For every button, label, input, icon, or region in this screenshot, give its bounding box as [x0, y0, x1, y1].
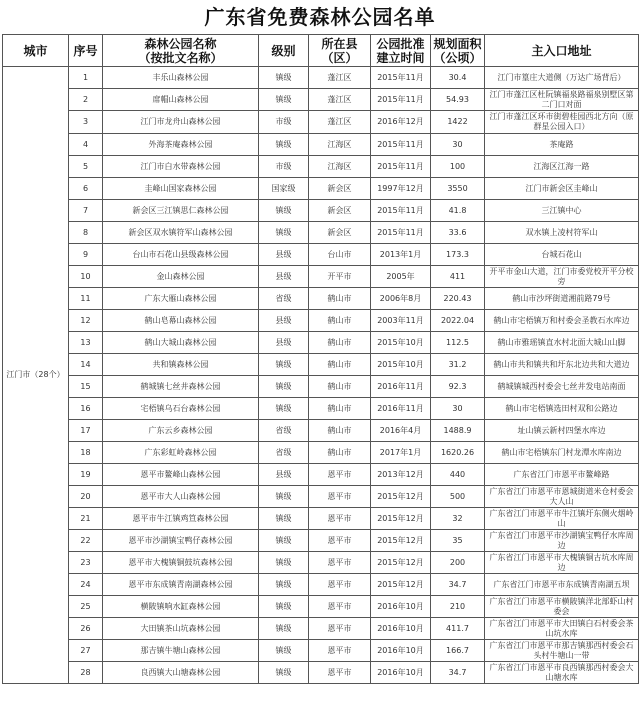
cell-no: 14: [69, 354, 103, 376]
cell-area: 500: [431, 486, 485, 508]
cell-county: 鹤山市: [309, 376, 371, 398]
cell-park-name: 广东大雁山森林公园: [103, 288, 259, 310]
table-row: [3, 530, 639, 552]
cell-park-name: 恩平市沙湖镇宝鸭仔森林公园: [103, 530, 259, 552]
cell-park-name: 恩平市大槐镇铜鼓坑森林公园: [103, 552, 259, 574]
cell-county: 恩平市: [309, 640, 371, 662]
cell-park-name: 恩平市大人山森林公园: [103, 486, 259, 508]
cell-county: 恩平市: [309, 508, 371, 530]
cell-park-name: 恩平市东成镇青南湖森林公园: [103, 574, 259, 596]
cell-no: 15: [69, 376, 103, 398]
cell-established: 2016年10月: [371, 640, 431, 662]
cell-no: 27: [69, 640, 103, 662]
cell-area: 411: [431, 266, 485, 288]
table-row: [3, 376, 639, 398]
cell-address: 广东省江门市恩平市牛江镇圩东侧火烟岭山: [485, 508, 639, 530]
cell-address: 江门市篁庄大道侧（万达广场背后）: [485, 67, 639, 89]
cell-established: 2013年12月: [371, 464, 431, 486]
cell-city: 江门市（28个）: [3, 67, 69, 684]
cell-established: 2015年11月: [371, 156, 431, 178]
cell-area: 32: [431, 508, 485, 530]
cell-address: 江海区江海一路: [485, 156, 639, 178]
cell-address: 广东省江门市恩平市鳌峰路: [485, 464, 639, 486]
cell-no: 13: [69, 332, 103, 354]
cell-park-name: 新会区三江镇思仁森林公园: [103, 200, 259, 222]
cell-no: 5: [69, 156, 103, 178]
cell-established: 2013年1月: [371, 244, 431, 266]
table-row: [3, 420, 639, 442]
cell-address: 鹤山市宅梧镇万和村委会圣教石水库边: [485, 310, 639, 332]
cell-no: 26: [69, 618, 103, 640]
table-row: [3, 67, 639, 89]
header-level: 级别: [259, 35, 309, 67]
cell-area: 34.7: [431, 662, 485, 684]
cell-area: 112.5: [431, 332, 485, 354]
cell-level: 镇级: [259, 222, 309, 244]
cell-county: 鹤山市: [309, 288, 371, 310]
cell-established: 2015年10月: [371, 354, 431, 376]
cell-area: 2022.04: [431, 310, 485, 332]
cell-address: 江门市蓬江区杜阮镇福泉路福泉别墅区第二门口对面: [485, 89, 639, 111]
cell-county: 恩平市: [309, 486, 371, 508]
cell-level: 镇级: [259, 552, 309, 574]
cell-park-name: 良西镇大山塘森林公园: [103, 662, 259, 684]
table-header-row: [3, 35, 639, 67]
cell-park-name: 那吉镇牛塘山森林公园: [103, 640, 259, 662]
cell-area: 440: [431, 464, 485, 486]
table-row: [3, 266, 639, 288]
cell-park-name: 圭峰山国家森林公园: [103, 178, 259, 200]
cell-park-name: 大田镇茶山坑森林公园: [103, 618, 259, 640]
cell-no: 28: [69, 662, 103, 684]
cell-level: 镇级: [259, 200, 309, 222]
cell-no: 6: [69, 178, 103, 200]
cell-no: 11: [69, 288, 103, 310]
cell-established: 2017年1月: [371, 442, 431, 464]
cell-address: 双水镇上凌村符军山: [485, 222, 639, 244]
cell-area: 35: [431, 530, 485, 552]
header-name: 森林公园名称 （按批文名称）: [103, 35, 259, 67]
cell-address: 鹤山市宅梧镇东门村龙潭水库南边: [485, 442, 639, 464]
cell-county: 鹤山市: [309, 310, 371, 332]
cell-park-name: 恩平市鳌峰山森林公园: [103, 464, 259, 486]
cell-level: 县级: [259, 310, 309, 332]
cell-no: 9: [69, 244, 103, 266]
cell-address: 三江镇中心: [485, 200, 639, 222]
cell-level: 镇级: [259, 662, 309, 684]
cell-area: 200: [431, 552, 485, 574]
cell-level: 省级: [259, 420, 309, 442]
cell-area: 1488.9: [431, 420, 485, 442]
cell-park-name: 台山市石花山县级森林公园: [103, 244, 259, 266]
table-row: [3, 618, 639, 640]
cell-address: 江门市新会区圭峰山: [485, 178, 639, 200]
cell-address: 广东省江门市恩平市恩城街道米仓村委会大人山: [485, 486, 639, 508]
cell-county: 恩平市: [309, 464, 371, 486]
table-row: [3, 332, 639, 354]
cell-established: 2015年11月: [371, 67, 431, 89]
cell-level: 镇级: [259, 508, 309, 530]
cell-county: 鹤山市: [309, 420, 371, 442]
cell-county: 恩平市: [309, 574, 371, 596]
cell-county: 江海区: [309, 134, 371, 156]
cell-level: 镇级: [259, 640, 309, 662]
cell-established: 2015年11月: [371, 89, 431, 111]
cell-address: 台城石花山: [485, 244, 639, 266]
table-row: [3, 200, 639, 222]
cell-level: 镇级: [259, 530, 309, 552]
table-row: [3, 222, 639, 244]
cell-no: 3: [69, 111, 103, 134]
cell-address: 开平市金山大道，江门市委党校开平分校旁: [485, 266, 639, 288]
cell-county: 恩平市: [309, 552, 371, 574]
table-row: [3, 486, 639, 508]
cell-established: 2015年12月: [371, 530, 431, 552]
cell-area: 166.7: [431, 640, 485, 662]
cell-established: 2015年10月: [371, 332, 431, 354]
cell-address: 广东省江门市恩平市大槐镇铜古坑水库周边: [485, 552, 639, 574]
cell-no: 4: [69, 134, 103, 156]
cell-established: 2015年11月: [371, 222, 431, 244]
header-address: 主入口地址: [485, 35, 639, 67]
cell-area: 34.7: [431, 574, 485, 596]
cell-address: 广东省江门市恩平市良西镇那西村委会大山塘水库: [485, 662, 639, 684]
cell-area: 100: [431, 156, 485, 178]
cell-level: 镇级: [259, 398, 309, 420]
cell-address: 鹤山市宅梧镇选田村双和公路边: [485, 398, 639, 420]
cell-park-name: 鹤城镇七丝井森林公园: [103, 376, 259, 398]
cell-park-name: 恩平市牛江镇鸡笪森林公园: [103, 508, 259, 530]
cell-park-name: 丰乐山森林公园: [103, 67, 259, 89]
cell-level: 县级: [259, 464, 309, 486]
cell-established: 2016年10月: [371, 618, 431, 640]
cell-no: 1: [69, 67, 103, 89]
cell-no: 24: [69, 574, 103, 596]
cell-address: 鹤城镇城西村委会七丝井发电站南面: [485, 376, 639, 398]
cell-established: 2016年12月: [371, 111, 431, 134]
cell-area: 30: [431, 134, 485, 156]
cell-level: 市级: [259, 156, 309, 178]
cell-level: 镇级: [259, 376, 309, 398]
cell-county: 恩平市: [309, 662, 371, 684]
cell-area: 92.3: [431, 376, 485, 398]
cell-no: 10: [69, 266, 103, 288]
forest-park-table: [2, 34, 639, 684]
cell-area: 54.93: [431, 89, 485, 111]
cell-park-name: 席帽山森林公园: [103, 89, 259, 111]
cell-level: 镇级: [259, 486, 309, 508]
cell-no: 12: [69, 310, 103, 332]
cell-address: 址山镇云新村四堡水库边: [485, 420, 639, 442]
header-no: 序号: [69, 35, 103, 67]
cell-level: 镇级: [259, 618, 309, 640]
cell-established: 2015年11月: [371, 134, 431, 156]
cell-address: 茶庵路: [485, 134, 639, 156]
cell-level: 县级: [259, 266, 309, 288]
cell-no: 20: [69, 486, 103, 508]
cell-no: 21: [69, 508, 103, 530]
table-row: [3, 178, 639, 200]
cell-level: 镇级: [259, 354, 309, 376]
cell-no: 23: [69, 552, 103, 574]
cell-address: 鹤山市共和镇共和圩东北边共和大道边: [485, 354, 639, 376]
header-time: 公园批准 建立时间: [371, 35, 431, 67]
cell-level: 省级: [259, 442, 309, 464]
cell-no: 8: [69, 222, 103, 244]
table-row: [3, 574, 639, 596]
cell-park-name: 宅梧镇乌石台森林公园: [103, 398, 259, 420]
cell-established: 2016年11月: [371, 376, 431, 398]
table-row: [3, 552, 639, 574]
cell-address: 广东省江门市恩平市大田镇白石村委会茶山坑水库: [485, 618, 639, 640]
cell-established: 2015年12月: [371, 508, 431, 530]
cell-established: 2016年4月: [371, 420, 431, 442]
table-row: [3, 134, 639, 156]
cell-county: 恩平市: [309, 618, 371, 640]
cell-no: 16: [69, 398, 103, 420]
cell-established: 2016年10月: [371, 596, 431, 618]
table-row: [3, 111, 639, 134]
cell-level: 镇级: [259, 134, 309, 156]
cell-established: 2015年12月: [371, 574, 431, 596]
cell-county: 鹤山市: [309, 332, 371, 354]
cell-area: 173.3: [431, 244, 485, 266]
cell-area: 30.4: [431, 67, 485, 89]
cell-county: 蓬江区: [309, 67, 371, 89]
cell-no: 7: [69, 200, 103, 222]
cell-park-name: 广东云乡森林公园: [103, 420, 259, 442]
cell-area: 220.43: [431, 288, 485, 310]
table-row: [3, 464, 639, 486]
cell-county: 新会区: [309, 200, 371, 222]
cell-park-name: 江门市龙舟山森林公园: [103, 111, 259, 134]
header-county: 所在县 （区）: [309, 35, 371, 67]
cell-park-name: 金山森林公园: [103, 266, 259, 288]
cell-county: 鹤山市: [309, 442, 371, 464]
cell-established: 2016年10月: [371, 662, 431, 684]
cell-county: 新会区: [309, 178, 371, 200]
cell-no: 19: [69, 464, 103, 486]
cell-area: 1422: [431, 111, 485, 134]
cell-level: 省级: [259, 288, 309, 310]
cell-county: 开平市: [309, 266, 371, 288]
table-row: [3, 354, 639, 376]
cell-established: 2015年12月: [371, 486, 431, 508]
cell-area: 210: [431, 596, 485, 618]
cell-county: 鹤山市: [309, 354, 371, 376]
table-body: [3, 67, 639, 684]
cell-established: 1997年12月: [371, 178, 431, 200]
cell-area: 411.7: [431, 618, 485, 640]
header-area: 规划面积 （公顷）: [431, 35, 485, 67]
cell-park-name: 外海茶庵森林公园: [103, 134, 259, 156]
cell-level: 县级: [259, 332, 309, 354]
cell-established: 2016年11月: [371, 398, 431, 420]
table-row: [3, 640, 639, 662]
table-row: [3, 89, 639, 111]
cell-area: 41.8: [431, 200, 485, 222]
cell-address: 广东省江门市恩平市横陂镇洋北部虾山村委会: [485, 596, 639, 618]
cell-county: 蓬江区: [309, 89, 371, 111]
table-row: [3, 596, 639, 618]
cell-park-name: 新会区双水镇符军山森林公园: [103, 222, 259, 244]
cell-area: 30: [431, 398, 485, 420]
table-row: [3, 310, 639, 332]
cell-established: 2003年11月: [371, 310, 431, 332]
cell-level: 国家级: [259, 178, 309, 200]
cell-level: 镇级: [259, 574, 309, 596]
table-row: [3, 398, 639, 420]
cell-county: 鹤山市: [309, 398, 371, 420]
cell-park-name: 横陂镇响水缸森林公园: [103, 596, 259, 618]
header-city: 城市: [3, 35, 69, 67]
table-row: [3, 662, 639, 684]
cell-level: 县级: [259, 244, 309, 266]
cell-address: 广东省江门市恩平市那吉镇那西村委会石头村牛塘山一带: [485, 640, 639, 662]
cell-established: 2015年12月: [371, 552, 431, 574]
cell-level: 市级: [259, 111, 309, 134]
cell-county: 台山市: [309, 244, 371, 266]
cell-level: 镇级: [259, 67, 309, 89]
cell-no: 17: [69, 420, 103, 442]
cell-county: 新会区: [309, 222, 371, 244]
cell-park-name: 共和镇森林公园: [103, 354, 259, 376]
cell-park-name: 江门市白水带森林公园: [103, 156, 259, 178]
cell-park-name: 广东彩虹岭森林公园: [103, 442, 259, 464]
cell-county: 江海区: [309, 156, 371, 178]
cell-address: 广东省江门市恩平市沙湖镇宝鸭仔水库周边: [485, 530, 639, 552]
cell-no: 2: [69, 89, 103, 111]
cell-level: 镇级: [259, 596, 309, 618]
cell-established: 2005年: [371, 266, 431, 288]
table-row: [3, 442, 639, 464]
cell-no: 25: [69, 596, 103, 618]
cell-no: 22: [69, 530, 103, 552]
cell-address: 鹤山市雅瑶镇直水村北面大城山山脚: [485, 332, 639, 354]
cell-county: 恩平市: [309, 530, 371, 552]
page-title: 广东省免费森林公园名单: [204, 5, 436, 29]
cell-established: 2006年8月: [371, 288, 431, 310]
cell-park-name: 鹤山皂幕山森林公园: [103, 310, 259, 332]
cell-county: 恩平市: [309, 596, 371, 618]
cell-area: 1620.26: [431, 442, 485, 464]
cell-address: 鹤山市沙坪街道湘前路79号: [485, 288, 639, 310]
cell-area: 3550: [431, 178, 485, 200]
cell-established: 2015年11月: [371, 200, 431, 222]
table-row: [3, 244, 639, 266]
table-row: [3, 508, 639, 530]
cell-address: 广东省江门市恩平市东成镇青南湖五坝: [485, 574, 639, 596]
table-row: [3, 156, 639, 178]
cell-area: 31.2: [431, 354, 485, 376]
cell-park-name: 鹤山大城山森林公园: [103, 332, 259, 354]
table-row: [3, 288, 639, 310]
cell-no: 18: [69, 442, 103, 464]
cell-county: 蓬江区: [309, 111, 371, 134]
cell-area: 33.6: [431, 222, 485, 244]
cell-level: 镇级: [259, 89, 309, 111]
cell-address: 江门市蓬江区环市街碧桂园西北方向（原群星公园入口）: [485, 111, 639, 134]
